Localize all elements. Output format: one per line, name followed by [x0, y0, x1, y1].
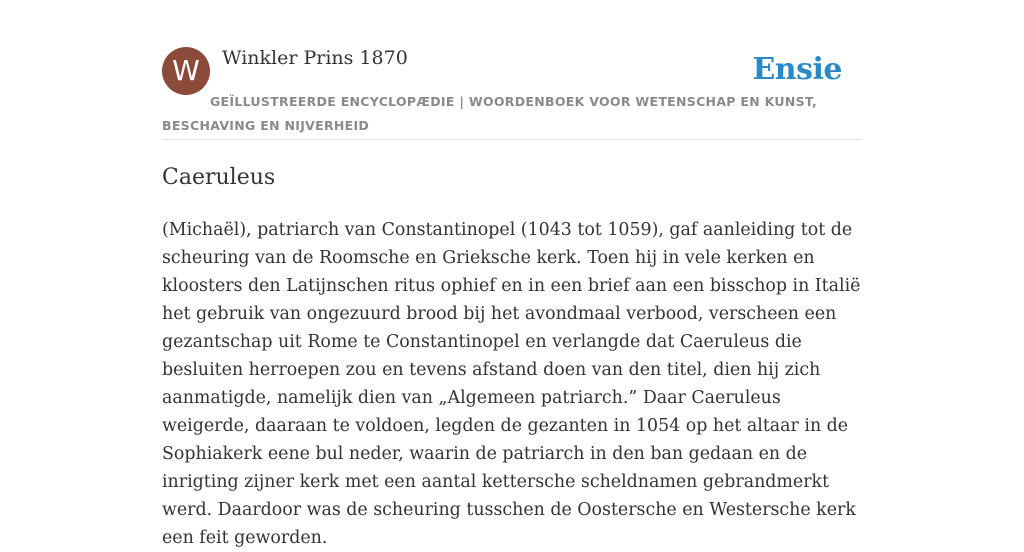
entry-title: Caeruleus [162, 165, 276, 190]
ensie-logo[interactable]: Ensie [752, 52, 842, 87]
publication-subtitle: GEÏLLUSTREERDE ENCYCLOPÆDIE | WOORDENBOEK VOOR WETENSCHAP EN KUNST, BESCHAVING EN NIJVERHEID [162, 94, 818, 133]
avatar[interactable]: W [162, 47, 210, 95]
publication-title[interactable]: Winkler Prins 1870 [222, 47, 408, 69]
entry-body: (Michaël), patriarch van Constantinopel (1043 tot 1059), gaf aanleiding tot de scheuring van de Roomsche en Grieksche kerk. Toen hij in vele kerken en kloosters den Latijnschen ritus ophief en in een brief aan een bisschop in Italië het gebruik van ongezuurd brood bij het avondmaal verbood, verscheen een gezantschap uit Rome te Constantinopel en verlangde dat Caeruleus die besluiten herroepen zou en tevens afstand doen van den titel, dien hij zich aanmatigde, namelijk dien van „Algemeen patriarch.” Daar Caeruleus weigerde, daaraan te voldoen, legden de gezanten in 1054 op het altaar in de Sophiakerk eene bul neder, waarin de patriarch in den ban gedaan en de inrigting zijner kerk met een aantal kettersche scheldnamen gebrandmerkt werd. Daardoor was de scheuring tusschen de Oostersche en Westersche kerk een feit geworden. [162, 220, 861, 548]
divider [162, 139, 862, 140]
